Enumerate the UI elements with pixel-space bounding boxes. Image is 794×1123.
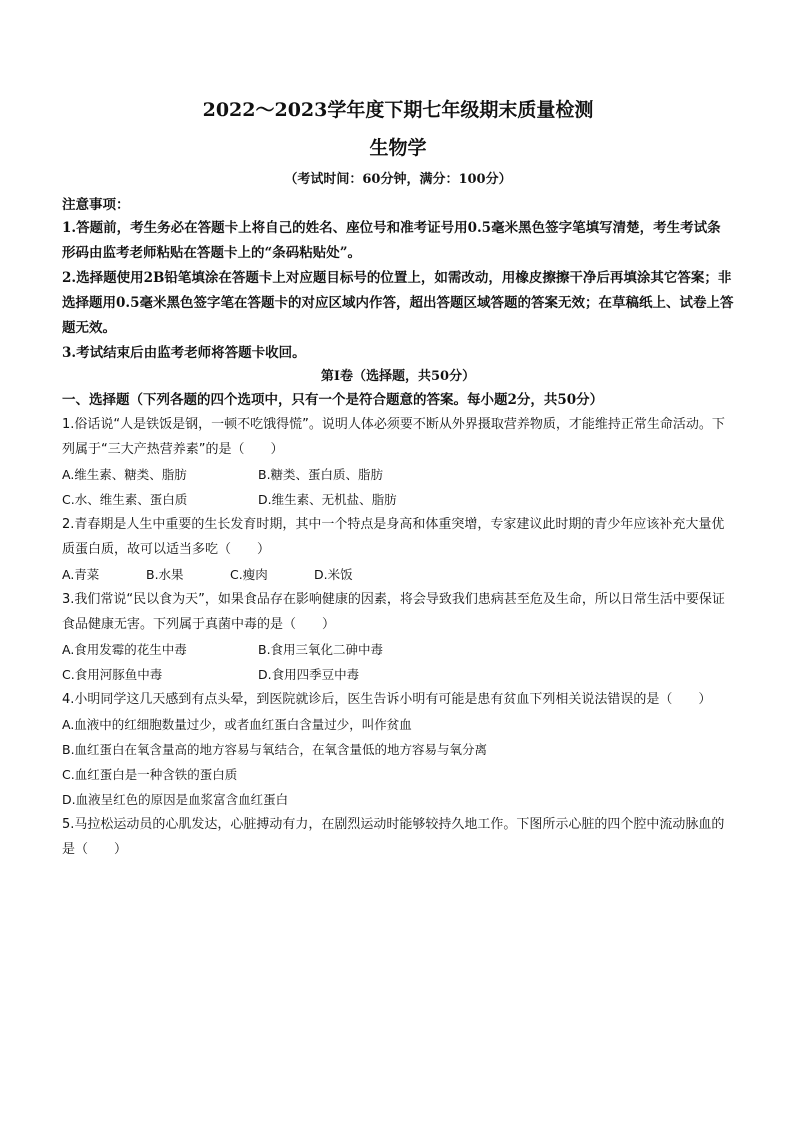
options-row	[62, 662, 734, 687]
question-stem: 3.我们常说“民以食为天”，如果食品存在影响健康的因素，将会导致我们患病甚至危及生命，所以日常生活中要保证食品健康无害。下列属于真菌中毒的是（ ）	[62, 592, 725, 632]
option: B.食用三氧化二砷中毒	[258, 642, 384, 657]
notes-heading: 注意事项：	[62, 197, 130, 213]
part-title: 第Ⅰ卷（选择题，共50分）	[320, 369, 476, 384]
exam-page	[62, 96, 734, 862]
note-item: 2.选择题使用2B铅笔填涂在答题卡上对应题目标号的位置上，如需改动，用橡皮擦擦干净后再填涂其它答案；非选择题用0.5毫米黑色签字笔在答题卡的对应区域内作答，超出答题区域答题的答案无效；在草稿纸上、试卷上答题无效。	[62, 270, 734, 336]
option: A.青菜	[62, 567, 100, 582]
subject-title: 生物学	[369, 137, 427, 159]
options-row	[62, 562, 734, 587]
question-stem: 2.青春期是人生中重要的生长发育时期，其中一个特点是身高和体重突增，专家建议此时期的青少年应该补充大量优质蛋白质，故可以适当多吃（ ）	[62, 517, 725, 557]
exam-info: （考试时间：60分钟，满分：100分）	[284, 172, 512, 187]
option: A.维生素、糖类、脂肪	[62, 467, 187, 482]
option: D.米饭	[314, 567, 353, 582]
option: D.维生素、无机盐、脂肪	[258, 492, 397, 507]
option: B.血红蛋白在氧含量高的地方容易与氧结合，在氧含量低的地方容易与氧分离	[62, 742, 488, 757]
note-item: 3.考试结束后由监考老师将答题卡收回。	[62, 345, 306, 361]
options-row	[62, 487, 734, 512]
option: D.食用四季豆中毒	[258, 667, 360, 682]
option: C.瘦肉	[230, 567, 268, 582]
option: B.糖类、蛋白质、脂肪	[258, 467, 384, 482]
option: C.食用河豚鱼中毒	[62, 667, 163, 682]
option: A.血液中的红细胞数量过少，或者血红蛋白含量过少，叫作贫血	[62, 717, 412, 732]
question-stem: 5.马拉松运动员的心肌发达，心脏搏动有力，在剧烈运动时能够较持久地工作。下图所示心脏的四个腔中流动脉血的是（ ）	[62, 817, 725, 857]
option: C.水、维生素、蛋白质	[62, 492, 188, 507]
note-item: 1.答题前，考生务必在答题卡上将自己的姓名、座位号和准考证号用0.5毫米黑色签字笔填写清楚，考生考试条形码由监考老师粘贴在答题卡上的“条码粘贴处”。	[62, 220, 721, 261]
question-stem: 1.俗话说“人是铁饭是钢，一顿不吃饿得慌”。说明人体必须要不断从外界摄取营养物质，才能维持正常生命活动。下列属于“三大产热营养素”的是（ ）	[62, 417, 725, 457]
option: D.血液呈红色的原因是血浆富含血红蛋白	[62, 792, 289, 807]
question-stem: 4.小明同学这几天感到有点头晕，到医院就诊后，医生告诉小明有可能是患有贫血下列相关说法错误的是（ ）	[62, 692, 712, 707]
option: B.水果	[146, 567, 184, 582]
options-row	[62, 462, 734, 487]
option: C.血红蛋白是一种含铁的蛋白质	[62, 767, 238, 782]
option: A.食用发霉的花生中毒	[62, 642, 187, 657]
exam-title: 2022～2023学年度下期七年级期末质量检测	[202, 99, 594, 121]
options-row	[62, 637, 734, 662]
section-title: 一、选择题（下列各题的四个选项中，只有一个是符合题意的答案。每小题2分，共50分）	[62, 392, 604, 408]
